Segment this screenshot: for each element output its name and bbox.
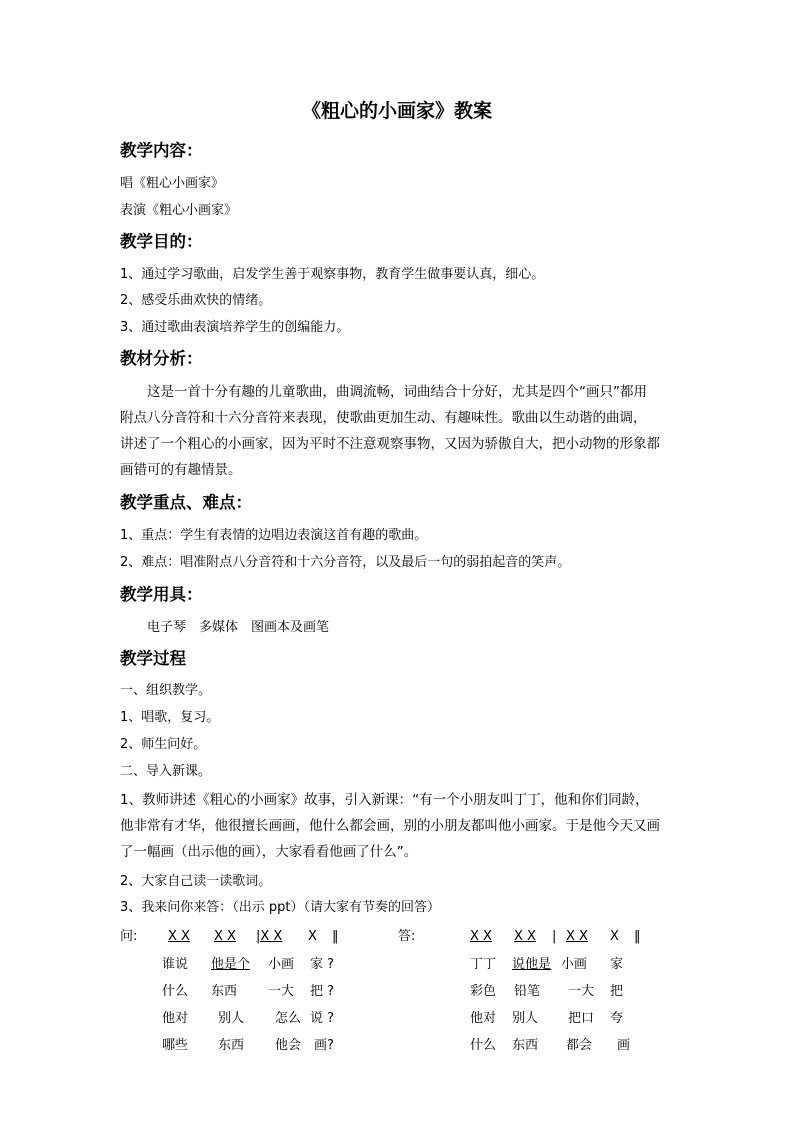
lyric-word: 都会 <box>566 1038 593 1053</box>
content-item: 表演《粗心小画家》 <box>120 203 238 218</box>
tools-list: 电子琴 多媒体 图画本及画笔 <box>147 620 330 635</box>
lyric-word: 他对 <box>162 1011 189 1026</box>
rhythm-barline: ‖ <box>634 929 641 944</box>
lyric-word: 东西 <box>218 1038 245 1053</box>
lyric-word: 夸 <box>610 1011 624 1026</box>
process-item: 一、组织教学。 <box>120 683 212 698</box>
rhythm-barline: ‖ <box>332 929 339 944</box>
analysis-line: 讲述了一个粗心的小画家，因为平时不注意观察事物，又因为骄傲自大，把小动物的形象都 <box>120 436 660 452</box>
rhythm-note: X X <box>470 929 492 944</box>
lyric-word: 什么 <box>470 1038 497 1053</box>
analysis-line: 这是一首十分有趣的儿童歌曲，曲调流畅，词曲结合十分好，尤其是四个“画只”都用 <box>147 384 647 400</box>
lyric-word: 一大 <box>568 984 595 999</box>
story-line: 了一幅画（出示他的画），大家看看他画了什么”。 <box>120 844 418 860</box>
heading-analysis: 教材分析： <box>120 349 203 368</box>
lyric-word: 说 ? <box>310 1011 335 1026</box>
rhythm-note: X X <box>514 929 536 944</box>
heading-tools: 教学用具： <box>120 585 203 604</box>
story-line: 他非常有才华，他很擅长画画，他什么都会画，别的小朋友都叫他小画家。于是他今天又画 <box>120 818 660 834</box>
document-title: 《粗心的小画家》教案 <box>301 100 492 122</box>
lyric-word: 画? <box>314 1038 334 1053</box>
keypoint-item: 1、重点：学生有表情的边唱边表演这首有趣的歌曲。 <box>120 528 428 543</box>
goal-item: 3、通过歌曲表演培养学生的创编能力。 <box>120 320 350 335</box>
lyric-word: 他是个 <box>211 957 251 972</box>
answer-label: 答: <box>398 929 416 944</box>
analysis-line: 附点八分音符和十六分音符来表现，使歌曲更加生动、有趣味性。歌曲以生动谐的曲调， <box>120 410 647 426</box>
lyric-word: 把口 <box>568 1011 595 1026</box>
process-item: 2、大家自己读一读歌词。 <box>120 874 272 889</box>
lyric-word: 家 <box>610 957 624 972</box>
process-item: 1、唱歌，复习。 <box>120 710 220 725</box>
question-label: 问: <box>120 929 138 944</box>
process-item: 二、导入新课。 <box>120 764 212 779</box>
lyric-word: 小画 <box>268 957 295 972</box>
heading-process: 教学过程 <box>120 649 186 668</box>
lyric-word: 别人 <box>218 1011 245 1026</box>
lyric-word: 画 <box>617 1038 631 1053</box>
story-line: 1、教师讲述《粗心的小画家》故事，引入新课：“有一个小朋友叫丁丁，他和你们同龄， <box>120 792 649 808</box>
lyric-word: 东西 <box>512 1038 539 1053</box>
lyric-word: 说他是 <box>512 957 552 972</box>
lyric-word: 东西 <box>211 984 238 999</box>
lyric-word: 什么 <box>162 984 189 999</box>
lyric-word: 一大 <box>268 984 295 999</box>
analysis-line: 画错可的有趣情景。 <box>120 462 242 478</box>
keypoint-item: 2、难点：唱准附点八分音符和十六分音符，以及最后一句的弱拍起音的笑声。 <box>120 555 571 570</box>
goal-item: 1、通过学习歌曲，启发学生善于观察事物，教育学生做事要认真，细心。 <box>120 267 545 282</box>
rhythm-note: |X X <box>256 929 283 944</box>
heading-keypoints: 教学重点、难点： <box>120 493 252 512</box>
lyric-word: 铅笔 <box>514 984 541 999</box>
lyric-word: 把 ? <box>310 984 335 999</box>
heading-goals: 教学目的： <box>120 232 203 251</box>
lyric-word: 小画 <box>561 957 588 972</box>
process-item: 3、我来问你来答：（出示 ppt）（请大家有节奏的回答） <box>120 900 441 915</box>
rhythm-note: X <box>610 929 619 944</box>
lyric-word: 家 ? <box>310 957 335 972</box>
lyric-word: 别人 <box>512 1011 539 1026</box>
lyric-word: 把 <box>610 984 624 999</box>
heading-content: 教学内容： <box>120 141 203 160</box>
lyric-word: 谁说 <box>162 957 189 972</box>
lyric-word: 他对 <box>470 1011 497 1026</box>
lyric-word: 彩色 <box>470 984 497 999</box>
rhythm-barline: | <box>552 929 557 944</box>
story-paragraph <box>120 787 676 865</box>
rhythm-note: X <box>308 929 317 944</box>
lyric-word: 丁丁 <box>470 957 497 972</box>
content-item: 唱《粗心小画家》 <box>120 176 225 191</box>
goal-item: 2、感受乐曲欢快的情绪。 <box>120 293 272 308</box>
rhythm-note: X X <box>214 929 236 944</box>
analysis-paragraph <box>120 379 676 483</box>
lyric-word: 他会 <box>275 1038 302 1053</box>
lyric-word: 哪些 <box>162 1038 189 1053</box>
lyric-word: 怎么 <box>275 1011 302 1026</box>
process-item: 2、师生问好。 <box>120 737 207 752</box>
rhythm-note: X X <box>168 929 190 944</box>
rhythm-note: X X <box>566 929 588 944</box>
